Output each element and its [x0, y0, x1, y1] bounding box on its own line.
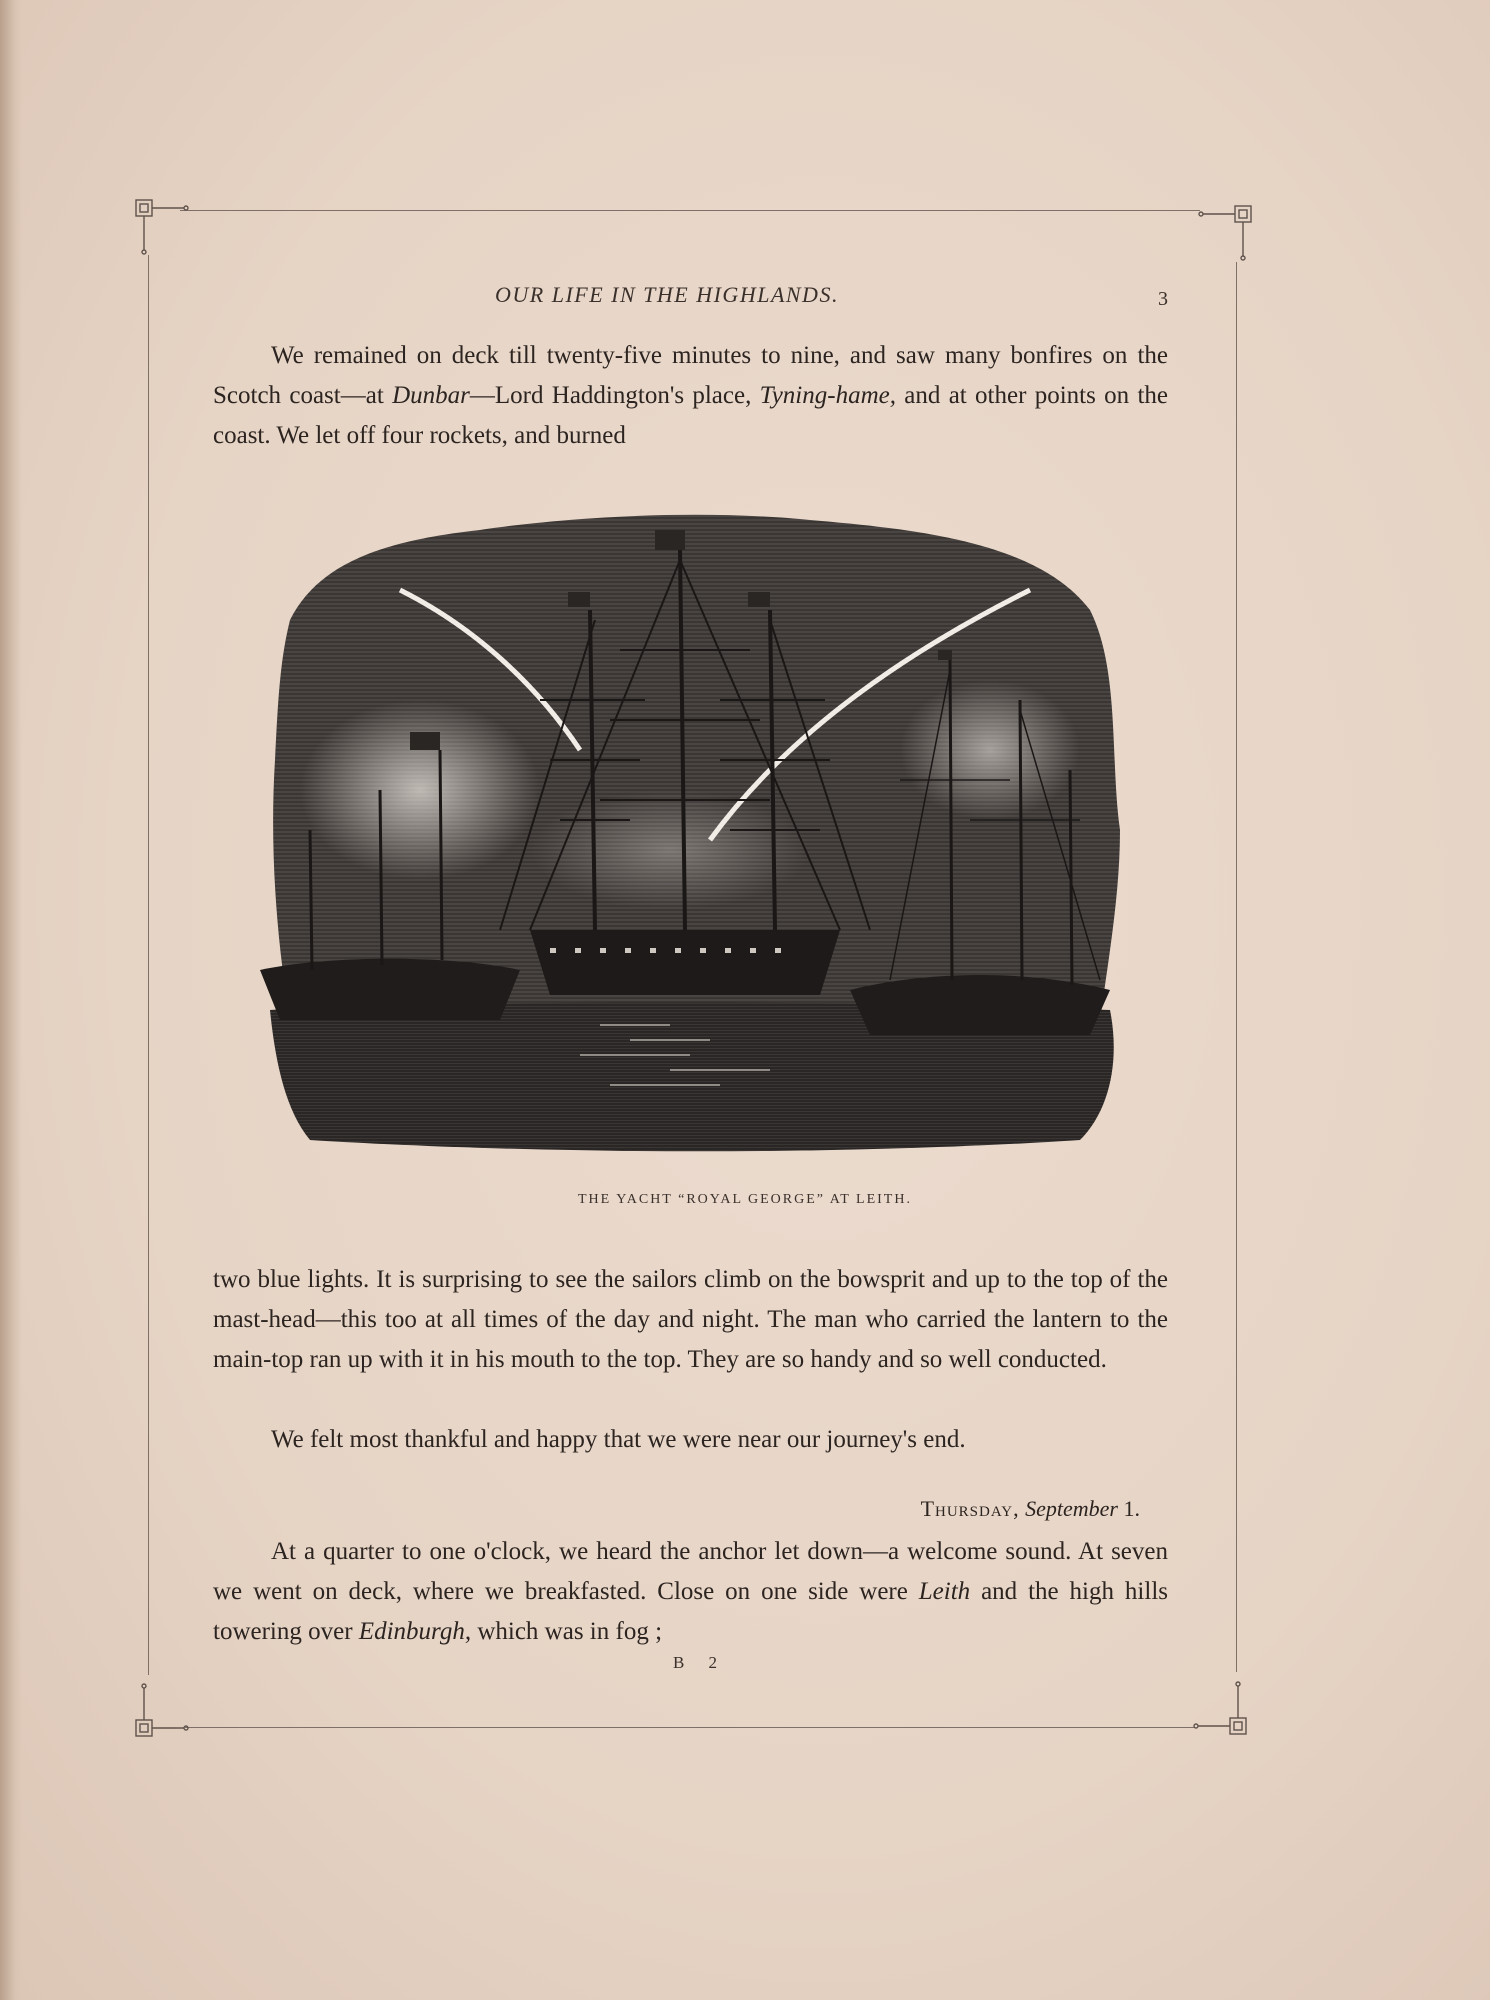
dateline-day: Thursday,: [920, 1496, 1020, 1521]
corner-ornament-bottom-right-icon: [1190, 1680, 1260, 1750]
paragraph-4-text-b: and the high hills towering over: [213, 1578, 1168, 1645]
paragraph-4-text-a: At a quarter to one o'clock, we heard the anchor let down—a welcome sound. At seven we went on deck, where we breakfasted. Close on one side were: [213, 1538, 1168, 1605]
book-spine-shadow: [0, 0, 22, 2000]
frame-top-line: [180, 210, 1200, 211]
corner-ornament-top-right-icon: [1195, 198, 1265, 268]
place-name-leith: Leith: [918, 1578, 971, 1605]
dateline-month: September: [1025, 1496, 1118, 1521]
signature-mark: B 2: [672, 1653, 728, 1672]
paragraph-1: [213, 336, 1168, 456]
frame-right-line: [1236, 262, 1237, 1672]
place-name-tyninghame: Tyning-hame,: [759, 382, 896, 409]
dateline: [700, 1496, 1140, 1522]
paragraph-1-text-b: —Lord Haddington's place,: [469, 382, 760, 409]
place-name-dunbar: Dunbar: [392, 382, 470, 409]
place-name-edinburgh: Edinburgh,: [358, 1618, 472, 1645]
running-head: OUR LIFE IN THE HIGHLANDS.: [495, 282, 839, 307]
frame-bottom-line: [185, 1727, 1195, 1728]
corner-ornament-bottom-left-icon: [130, 1682, 200, 1752]
page-number: 3: [1158, 288, 1168, 310]
illustration-caption: THE YACHT “ROYAL GEORGE” AT LEITH.: [578, 1192, 912, 1207]
frame-left-line: [148, 255, 149, 1675]
engraving-ship-at-night-icon: [250, 500, 1130, 1160]
paragraph-1-text-a: We remained on deck till twenty-five minutes to nine, and saw many bonfires on the Scotch coast—at: [213, 342, 1168, 409]
paragraph-4: [213, 1532, 1168, 1652]
paragraph-1-text-c: and at other points on the coast. We let off four rockets, and burned: [213, 382, 1169, 449]
dateline-number: 1.: [1123, 1496, 1140, 1521]
corner-ornament-top-left-icon: [130, 192, 200, 262]
paragraph-4-text-c: which was in fog ;: [471, 1618, 663, 1645]
paragraph-2: two blue lights. It is surprising to see the sailors climb on the bowsprit and up to the top of the mast-head—this too at all times of the day and night. The man who carried the lantern to the main-top ran up with it in his mouth to the top. They are so handy and so well conducted.: [213, 1266, 1168, 1373]
paragraph-3: We felt most thankful and happy that we were near our journey's end.: [271, 1426, 966, 1453]
